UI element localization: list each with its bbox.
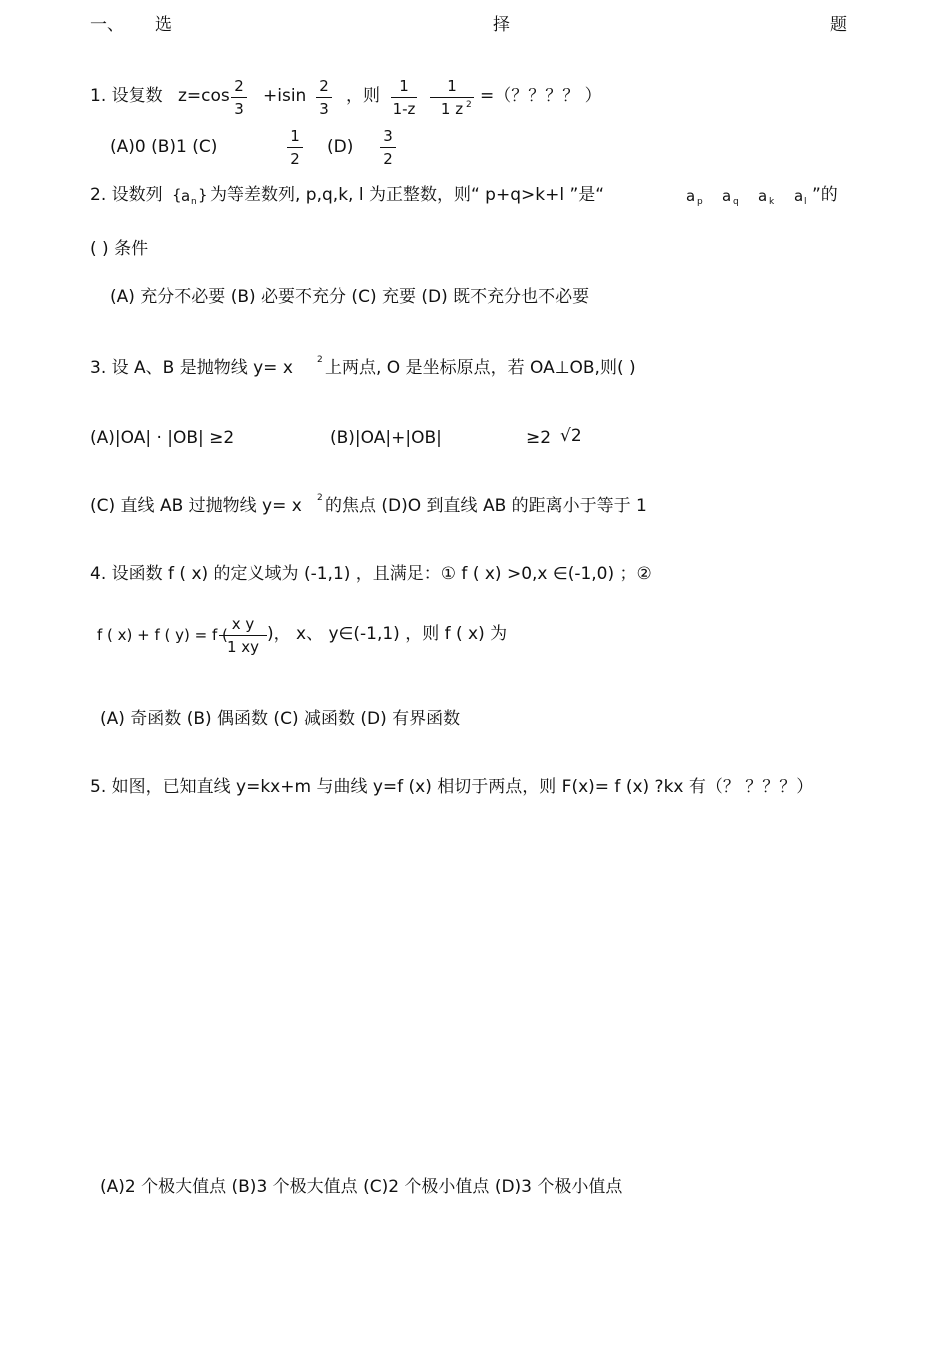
q1-isin: +isin — [263, 86, 307, 106]
q4-fraction-num: x y — [231, 615, 255, 633]
heading-char-3: 题 — [830, 15, 847, 35]
q1-options-a-b-c: (A)0 (B)1 (C) — [110, 137, 218, 157]
q3-option-b-value: ≥2 — [526, 428, 552, 448]
q3-statement-1: 3. 设 A、B 是抛物线 y= x — [90, 358, 293, 378]
q2-a: a — [181, 187, 191, 205]
q2-aq-sub: q — [733, 197, 739, 207]
q3-option-c-exponent: 2 — [317, 493, 323, 503]
q2-ap: a — [686, 187, 696, 205]
q2-statement: 为等差数列, p,q,k, l 为正整数，则“ p+q>k+l ”是“ — [210, 185, 605, 205]
q1-fraction-3-num: 1 — [399, 77, 409, 95]
q1-prefix: 1. 设复数 — [90, 86, 163, 106]
q1-fraction-2 — [316, 79, 332, 117]
q2-suffix: ”的 — [812, 185, 838, 205]
q2-set-open: { — [172, 186, 182, 204]
q1-then: ，则 — [346, 86, 380, 106]
q1-z-cos: z=cos — [178, 86, 230, 106]
q4-statement: 4. 设函数 f ( x) 的定义域为 (-1,1) ，且满足：① f ( x) >0,x ∈(-1,0) ；② — [90, 564, 652, 584]
q1-fraction-1 — [231, 79, 247, 117]
q3-option-a: (A)|OA| · |OB| ≥2 — [90, 428, 235, 448]
q1-answer-blank: =（？？？？ ） — [480, 86, 602, 106]
q3-option-c-d: 的焦点 (D)O 到直线 AB 的距离小于等于 1 — [325, 496, 647, 516]
q1-option-d-num: 3 — [383, 127, 393, 145]
q2-ak: a — [758, 187, 768, 205]
q1-fraction-4-num: 1 — [447, 77, 457, 95]
q2-condition-blank: ( ) 条件 — [90, 239, 149, 259]
q2-al-sub: l — [804, 197, 807, 207]
section-number: 一、 — [90, 15, 124, 35]
q5-statement: 5. 如图，已知直线 y=kx+m 与曲线 y=f (x) 相切于两点，则 F(x)= f (x) ?kx 有（？ ？？？） — [90, 777, 814, 797]
q5-options: (A)2 个极大值点 (B)3 个极大值点 (C)2 个极小值点 (D)3 个极小值点 — [100, 1177, 623, 1197]
q1-option-c-num: 1 — [290, 127, 300, 145]
q1-fraction-1-num: 2 — [234, 77, 244, 95]
q2-ak-sub: k — [769, 197, 775, 207]
q1-fraction-2-den: 3 — [319, 100, 329, 118]
q2-a-sub: n — [191, 197, 197, 207]
q1-fraction-4-den: 1 z — [440, 100, 464, 118]
q1-option-c-fraction — [287, 129, 303, 167]
q3-exponent: 2 — [317, 355, 323, 365]
heading-char-2: 择 — [493, 15, 510, 35]
q4-options: (A) 奇函数 (B) 偶函数 (C) 减函数 (D) 有界函数 — [100, 709, 461, 729]
q2-aq: a — [722, 187, 732, 205]
heading-char-1: 选 — [155, 15, 172, 35]
q1-fraction-3-den: 1-z — [392, 100, 416, 118]
q1-fraction-2-num: 2 — [319, 77, 329, 95]
q2-options: (A) 充分不必要 (B) 必要不充分 (C) 充要 (D) 既不充分也不必要 — [110, 287, 590, 307]
q2-ap-sub: p — [697, 197, 703, 207]
q4-equation-left: f ( x) + f ( y) = f ( — [97, 626, 228, 644]
q1-fraction-3 — [391, 79, 417, 117]
q1-option-d-den: 2 — [383, 150, 393, 168]
q1-option-c-den: 2 — [290, 150, 300, 168]
q2-prefix: 2. 设数列 — [90, 185, 163, 205]
q3-option-b-sqrt: √2 — [560, 426, 582, 446]
q5-figure-area — [90, 815, 850, 1155]
q1-fraction-4 — [430, 79, 474, 117]
q3-statement-2: 上两点, O 是坐标原点，若 OA⊥OB,则( ) — [325, 358, 636, 378]
q3-option-b: (B)|OA|+|OB| — [330, 428, 442, 448]
q4-fraction — [219, 617, 267, 655]
q2-set-close: } — [198, 186, 208, 204]
q1-option-d-fraction — [380, 129, 396, 167]
q1-fraction-4-exponent: 2 — [466, 100, 472, 110]
q1-option-d: (D) — [327, 137, 354, 157]
q4-fraction-den: 1 xy — [226, 638, 260, 656]
q3-option-c-1: (C) 直线 AB 过抛物线 y= x — [90, 496, 302, 516]
q4-equation-right: )， x、 y∈(-1,1) ，则 f ( x) 为 — [267, 624, 508, 644]
q1-fraction-1-den: 3 — [234, 100, 244, 118]
q2-al: a — [794, 187, 804, 205]
